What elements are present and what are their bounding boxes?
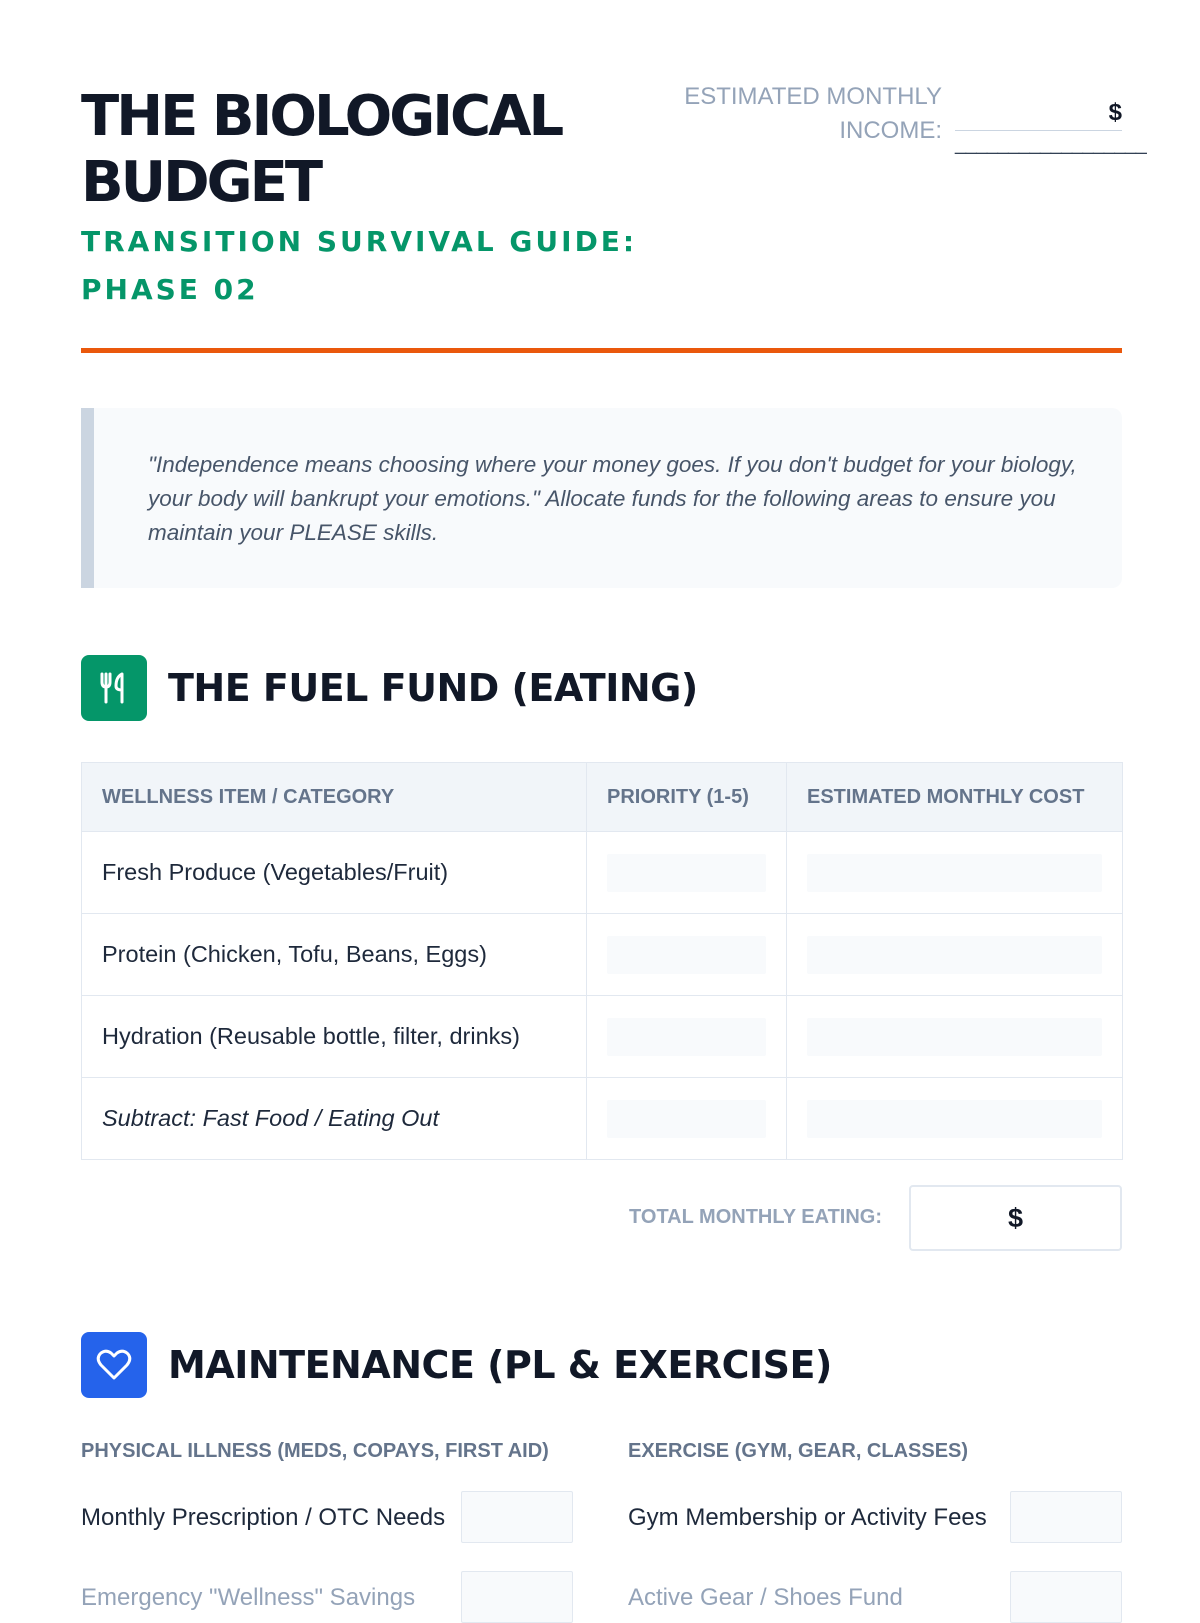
row-label-produce: Fresh Produce (Vegetables/Fruit) <box>82 832 587 914</box>
table-row <box>82 1078 1123 1160</box>
table-row <box>82 996 1123 1078</box>
prescription-input[interactable] <box>461 1491 573 1543</box>
active-gear-label: Active Gear / Shoes Fund <box>628 1584 903 1611</box>
income-field[interactable] <box>955 96 1122 131</box>
table-row <box>82 832 1123 914</box>
subtitle-line-1: TRANSITION SURVIVAL GUIDE: <box>81 225 638 258</box>
physical-illness-heading: PHYSICAL ILLNESS (MEDS, COPAYS, FIRST AID) <box>81 1440 549 1462</box>
row-label-protein: Protein (Chicken, Tofu, Beans, Eggs) <box>82 914 587 996</box>
heart-icon-graphic <box>94 1345 134 1385</box>
income-currency: $ <box>1108 99 1122 126</box>
column-header-item: WELLNESS ITEM / CATEGORY <box>82 763 587 832</box>
total-eating-field[interactable] <box>909 1185 1122 1251</box>
column-header-priority: PRIORITY (1-5) <box>587 763 787 832</box>
total-currency: $ <box>1007 1203 1024 1233</box>
gym-membership-input[interactable] <box>1010 1491 1122 1543</box>
prescription-label: Monthly Prescription / OTC Needs <box>81 1504 446 1531</box>
emergency-savings-input[interactable] <box>461 1571 573 1623</box>
quote-text: "Independence means choosing where your money goes. If you don't budget for your biology, your body will bankrupt your emotions." Allocate funds for the following areas to ensure you maintain your PLEASE skills. <box>148 452 1077 545</box>
column-header-cost: ESTIMATED MONTHLY COST <box>787 763 1123 832</box>
cost-input-fast-food[interactable] <box>807 1100 1102 1138</box>
fuel-section-header <box>81 655 698 721</box>
priority-input-produce[interactable] <box>607 854 766 892</box>
cost-input-hydration[interactable] <box>807 1018 1102 1056</box>
gym-membership-label: Gym Membership or Activity Fees <box>628 1504 987 1531</box>
heart-icon <box>81 1332 147 1398</box>
utensils-icon-graphic <box>94 668 134 708</box>
income-label <box>660 80 942 148</box>
table-header-row <box>82 763 1123 832</box>
priority-input-protein[interactable] <box>607 936 766 974</box>
row-label-fast-food: Subtract: Fast Food / Eating Out <box>82 1078 587 1160</box>
cost-input-produce[interactable] <box>807 854 1102 892</box>
title-line-1: THE BIOLOGICAL <box>81 84 562 149</box>
income-blank-line: __________________ <box>955 133 1147 155</box>
table-row <box>82 914 1123 996</box>
income-label-line-1: ESTIMATED MONTHLY <box>684 83 942 110</box>
cost-input-protein[interactable] <box>807 936 1102 974</box>
page-title <box>81 84 641 216</box>
fuel-section-title: THE FUEL FUND (EATING) <box>168 666 698 710</box>
maintenance-section-header <box>81 1332 832 1398</box>
priority-input-fast-food[interactable] <box>607 1100 766 1138</box>
priority-input-hydration[interactable] <box>607 1018 766 1056</box>
maintenance-section-title: MAINTENANCE (PL & EXERCISE) <box>168 1343 832 1387</box>
row-label-hydration: Hydration (Reusable bottle, filter, drinks) <box>82 996 587 1078</box>
total-eating-label: TOTAL MONTHLY EATING: <box>629 1206 882 1228</box>
emergency-savings-label: Emergency "Wellness" Savings <box>81 1584 416 1611</box>
header-divider <box>81 348 1122 353</box>
income-label-line-2: INCOME: <box>839 117 942 144</box>
active-gear-input[interactable] <box>1010 1571 1122 1623</box>
utensils-icon <box>81 655 147 721</box>
page-subtitle <box>81 218 641 314</box>
exercise-heading: EXERCISE (GYM, GEAR, CLASSES) <box>628 1440 969 1462</box>
subtitle-line-2: PHASE 02 <box>81 273 259 306</box>
title-line-2: BUDGET <box>81 150 321 215</box>
quote-callout <box>81 408 1122 588</box>
fuel-fund-table <box>81 762 1123 1160</box>
